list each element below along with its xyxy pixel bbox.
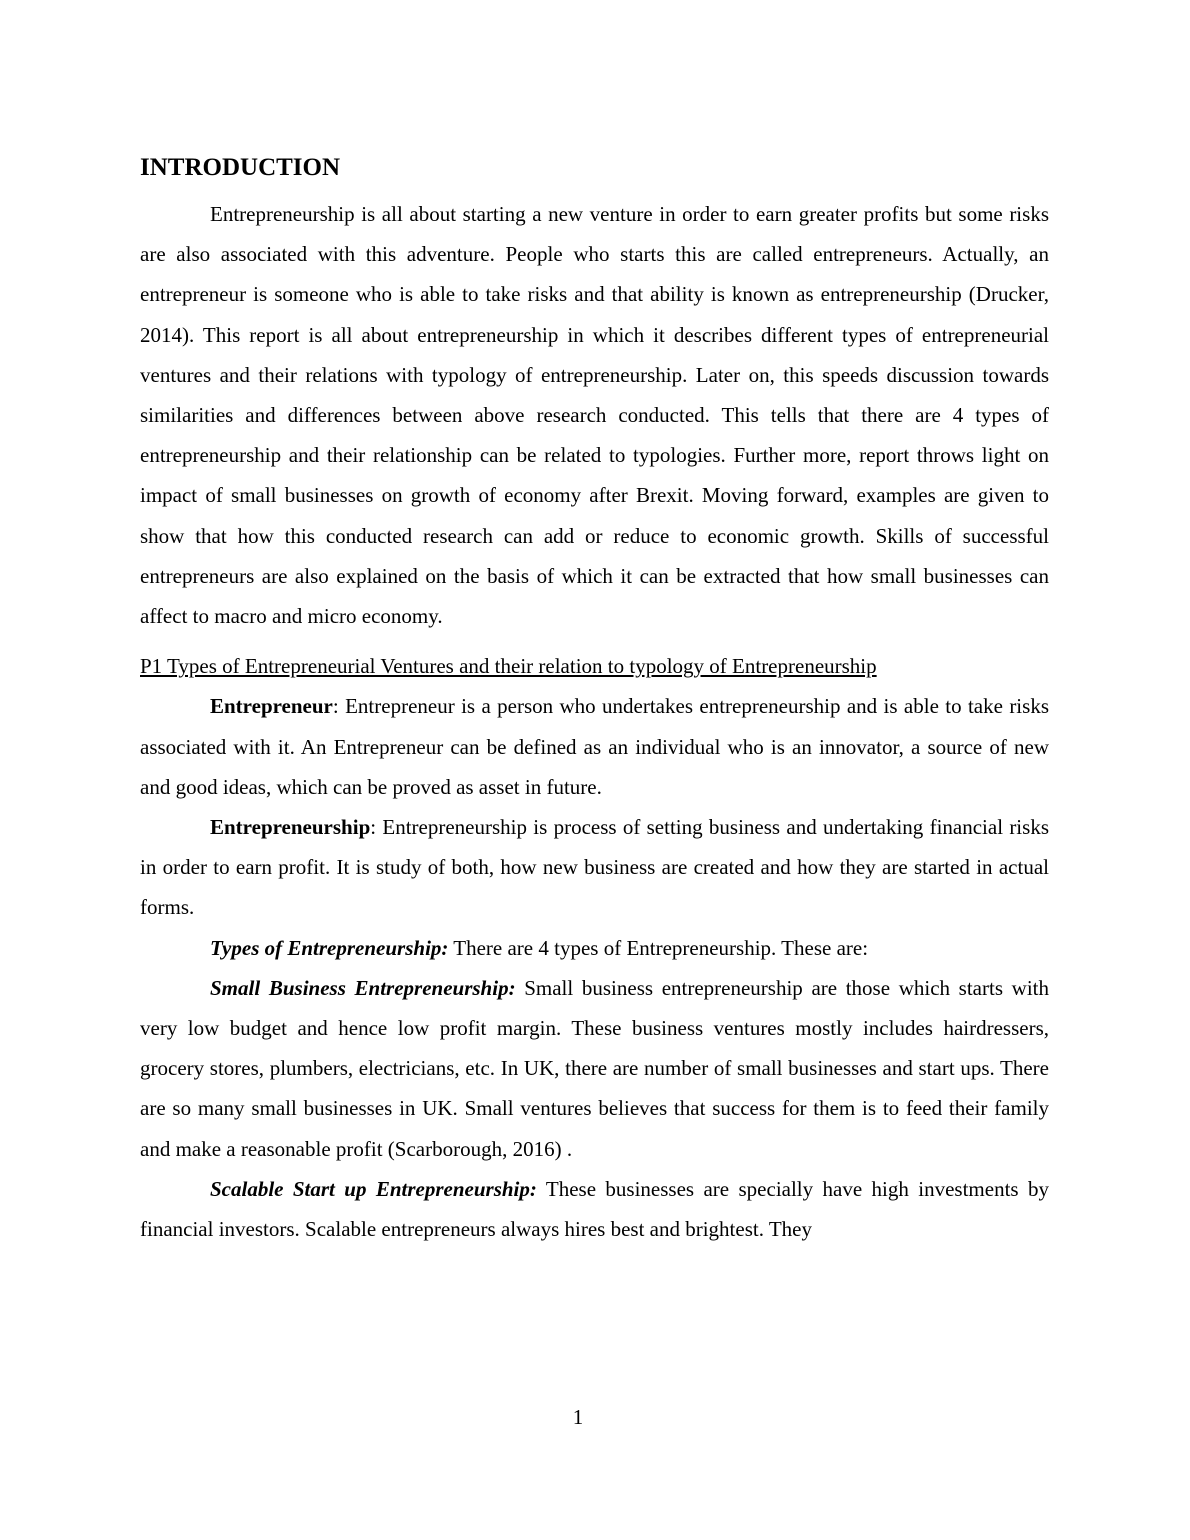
entrepreneurship-paragraph: [140, 807, 1049, 928]
types-paragraph: [140, 928, 1049, 968]
entrepreneur-paragraph: [140, 686, 1049, 807]
entrepreneur-definition: : Entrepreneur is a person who undertakes entrepreneurship and is able to take risks associated with it. An Entrepreneur can be defined as an individual who is an innovator, a source of new and good ideas, which can be proved as asset in future.: [140, 694, 1049, 799]
entrepreneur-term: Entrepreneur: [210, 694, 333, 719]
intro-paragraph: Entrepreneurship is all about starting a new venture in order to earn greater profits but some risks are also associated with this adventure. People who starts this are called entrepreneurs. Actually, an entrepreneur is someone who is able to take risks and that ability is known as entrepreneurship (Drucker, 2014). This report is all about entrepreneurship in which it describes different types of entrepreneurial ventures and their relations with typology of entrepreneurship. Later on, this speeds discussion towards similarities and differences between above research conducted. This tells that there are 4 types of entrepreneurship and their relationship can be related to typologies. Further more, report throws light on impact of small businesses on growth of economy after Brexit. Moving forward, examples are given to show that how this conducted research can add or reduce to economic growth. Skills of successful entrepreneurs are also explained on the basis of which it can be extracted that how small businesses can affect to macro and micro economy.: [140, 202, 1049, 629]
introduction-heading: INTRODUCTION: [140, 154, 341, 181]
page-content: [140, 150, 1049, 1249]
types-text: There are 4 types of Entrepreneurship. These are:: [448, 935, 869, 960]
entrepreneurship-term: Entrepreneurship: [210, 815, 371, 840]
scalable-paragraph: [140, 1169, 1049, 1249]
small-business-text: Small business entrepreneurship are those which starts with very low budget and hence low profit margin. These business ventures mostly includes hairdressers, grocery stores, plumbers, electricians, etc. In UK, there are number of small businesses and start ups. There are so many small businesses in UK. Small ventures believes that success for them is to feed their family and make a reasonable profit (Scarborough, 2016) .: [140, 975, 1049, 1161]
scalable-term: Scalable Start up Entrepreneurship:: [210, 1176, 537, 1201]
page-number: 1: [572, 1405, 584, 1429]
section-title-p1: P1 Types of Entrepreneurial Ventures and their relation to typology of Entrepreneurship: [140, 654, 877, 679]
small-business-paragraph: [140, 968, 1049, 1169]
small-business-term: Small Business Entrepreneurship:: [210, 975, 516, 1000]
entrepreneurship-definition: : Entrepreneurship is process of setting business and undertaking financial risks in order to earn profit. It is study of both, how new business are created and how they are started in actual forms.: [140, 815, 1049, 920]
scalable-text: These businesses are specially have high investments by financial investors. Scalable entrepreneurs always hires best and brightest. They: [140, 1176, 1049, 1242]
types-term: Types of Entrepreneurship:: [210, 935, 449, 960]
